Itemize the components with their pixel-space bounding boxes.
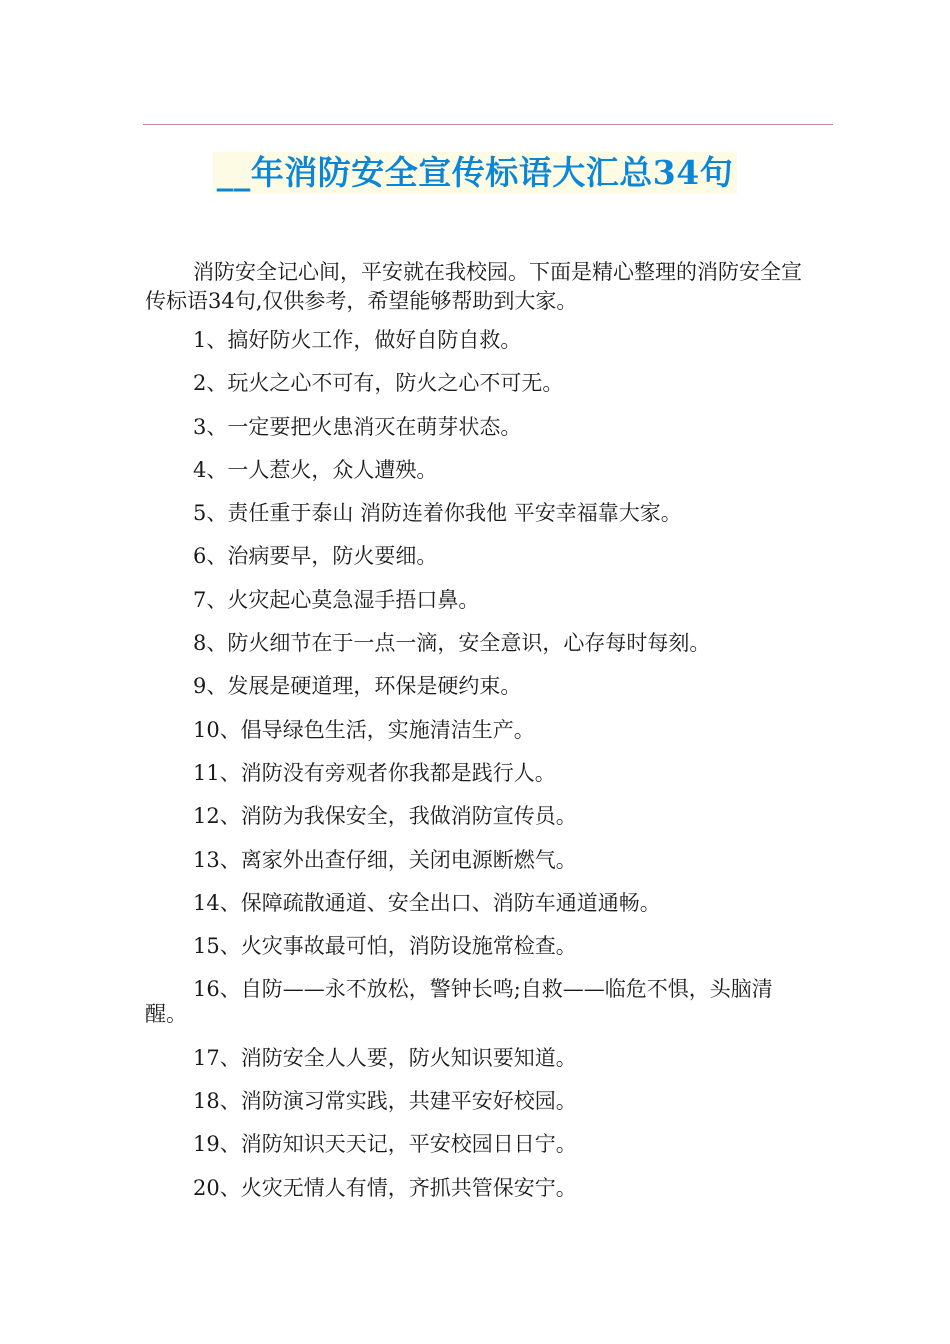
slogan-item: 20、火灾无情人有情，齐抓共管保安宁。 [193, 1175, 577, 1200]
document-body [145, 258, 810, 1219]
intro-paragraph: 消防安全记心间，平安就在我校园。下面是精心整理的消防安全宣传标语34句,仅供参考，希望能够帮助到大家。 [145, 260, 802, 313]
slogan-item: 18、消防演习常实践，共建平安好校园。 [193, 1089, 577, 1114]
slogan-item: 12、消防为我保安全，我做消防宣传员。 [193, 804, 577, 829]
slogan-item: 10、倡导绿色生活，实施清洁生产。 [193, 717, 535, 742]
slogan-item: 11、消防没有旁观者你我都是践行人。 [193, 760, 556, 785]
slogan-item: 16、自防——永不放松，警钟长鸣;自救——临危不惧，头脑清醒。 [145, 977, 773, 1027]
title-container [0, 152, 950, 194]
slogan-item: 9、发展是硬道理，环保是硬约束。 [193, 674, 522, 699]
slogan-item: 6、治病要早，防火要细。 [193, 544, 438, 569]
slogan-item: 8、防火细节在于一点一滴，安全意识，心存每时每刻。 [193, 631, 711, 656]
slogan-item: 3、一定要把火患消灭在萌芽状态。 [193, 414, 522, 439]
slogan-item: 2、玩火之心不可有，防火之心不可无。 [193, 371, 564, 396]
slogan-item: 7、火灾起心莫急湿手捂口鼻。 [193, 587, 480, 612]
slogan-item: 5、责任重于泰山 消防连着你我他 平安幸福靠大家。 [193, 501, 682, 526]
slogan-item: 14、保障疏散通道、安全出口、消防车通道通畅。 [193, 890, 661, 915]
slogan-item: 4、一人惹火，众人遭殃。 [193, 457, 438, 482]
slogan-item: 17、消防安全人人要，防火知识要知道。 [193, 1045, 577, 1070]
slogan-item: 1、搞好防火工作，做好自防自救。 [193, 328, 522, 352]
document-title: __年消防安全宣传标语大汇总34句 [213, 152, 737, 194]
slogan-item: 13、离家外出查仔细，关闭电源断燃气。 [193, 847, 577, 872]
header-rule [143, 124, 833, 125]
slogan-item: 19、消防知识天天记，平安校园日日宁。 [193, 1132, 577, 1157]
slogan-item: 15、火灾事故最可怕，消防设施常检查。 [193, 934, 577, 959]
